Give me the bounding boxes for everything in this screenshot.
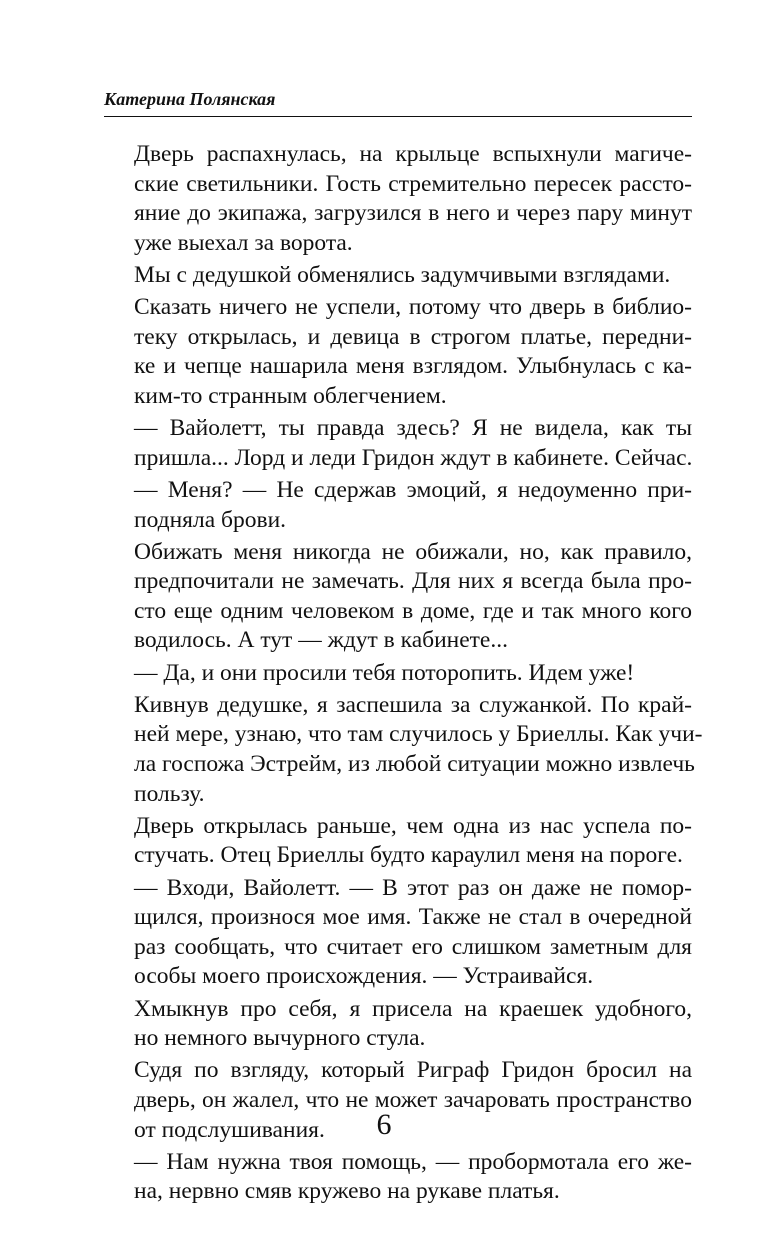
text-line: Хмыкнув про себя, я присела на краешек удобного, xyxy=(134,995,692,1022)
paragraph xyxy=(104,812,692,871)
text-line: теку открылась, и девица в строгом платье, передни- xyxy=(134,323,692,350)
paragraph xyxy=(104,874,692,992)
text-line: Обижать меня никогда не обижали, но, как правило, xyxy=(134,538,692,565)
text-line: Кивнув дедушке, я заспешила за служанкой. По край- xyxy=(134,691,692,718)
text-line: от подслушивания. xyxy=(134,1116,325,1143)
paragraph xyxy=(104,538,692,656)
paragraph xyxy=(104,261,692,291)
text-line: уже выехал за ворота. xyxy=(134,229,353,256)
text-line: Мы с дедушкой обменялись задумчивыми взглядами. xyxy=(134,261,671,288)
text-line: подняла брови. xyxy=(134,506,287,533)
text-line: но немного вычурного стула. xyxy=(134,1025,426,1052)
text-line: Дверь открылась раньше, чем одна из нас успела по- xyxy=(134,812,692,839)
text-line: — Нам нужна твоя помощь, — пробормотала его же- xyxy=(134,1148,692,1175)
text-line: ские светильники. Гость стремительно пересек рассто- xyxy=(134,170,692,197)
paragraph xyxy=(104,476,692,535)
text-line: пришла... Лорд и леди Гридон ждут в кабинете. Сейчас. xyxy=(134,444,693,471)
page-number: 6 xyxy=(376,1108,392,1141)
text-line: ней мере, узнаю, что там случилось у Бриеллы. Как учи- xyxy=(134,721,703,748)
text-line: — Да, и они просили тебя поторопить. Идем уже! xyxy=(134,659,635,686)
text-line: Судя по взгляду, который Риграф Гридон бросил на xyxy=(134,1057,692,1084)
paragraph xyxy=(104,691,703,809)
paragraph xyxy=(104,659,692,689)
text-line: ла госпожа Эстрейм, из любой ситуации можно извлечь xyxy=(134,751,695,778)
text-line: Дверь распахнулась, на крыльце вспыхнули магиче- xyxy=(134,141,692,167)
running-header-author: Катерина Полянская xyxy=(104,89,276,109)
text-line: Сказать ничего не успели, потому что дверь в библио- xyxy=(134,294,692,321)
text-line: стучать. Отец Бриеллы будто караулил меня на пороге. xyxy=(134,842,683,869)
text-line: особы моего происхождения. — Устраивайся. xyxy=(134,963,594,990)
text-line: водилось. А тут — ждут в кабинете... xyxy=(134,627,508,654)
header-rule xyxy=(104,116,692,117)
text-line: на, нервно смяв кружево на рукаве платья. xyxy=(134,1178,560,1205)
paragraph xyxy=(104,995,692,1054)
text-line: сто еще одним человеком в доме, где и так много кого xyxy=(134,597,692,624)
paragraph xyxy=(104,414,692,473)
text-line: — Меня? — Не сдержав эмоций, я недоуменно при- xyxy=(134,476,692,503)
body-text xyxy=(104,140,703,1210)
text-line: ким-то странным облегчением. xyxy=(134,382,447,409)
text-line: дверь, он жалел, что не может зачаровать пространство xyxy=(134,1086,692,1113)
paragraph xyxy=(104,140,692,258)
text-line: ке и чепце нашарила меня взглядом. Улыбнулась с ка- xyxy=(134,353,692,380)
text-line: — Вайолетт, ты правда здесь? Я не видела, как ты xyxy=(134,415,692,442)
text-line: — Входи, Вайолетт. — В этот раз он даже не помор- xyxy=(134,874,692,901)
text-line: раз сообщать, что считает его слишком заметным для xyxy=(134,933,692,960)
text-line: щился, произнося мое имя. Также не стал в очередной xyxy=(134,904,692,931)
paragraph xyxy=(104,1148,692,1207)
text-line: пользу. xyxy=(134,780,205,807)
text-line: предпочитали не замечать. Для них я всегда была про- xyxy=(134,568,692,595)
paragraph xyxy=(104,293,692,411)
text-line: яние до экипажа, загрузился в него и через пару минут xyxy=(134,200,692,227)
